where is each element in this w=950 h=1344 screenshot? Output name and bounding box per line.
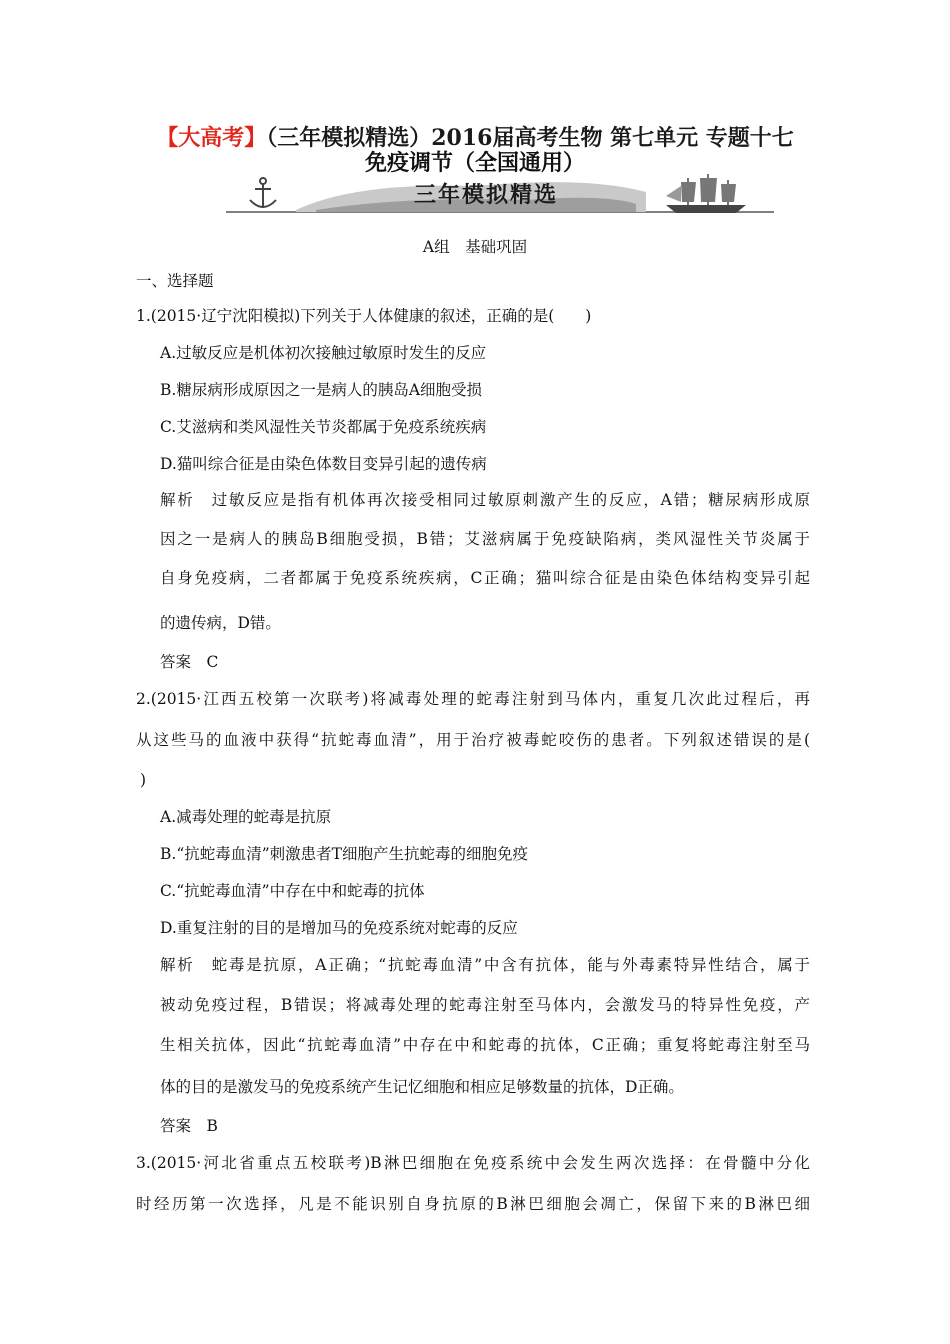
sailing-ship-icon (666, 174, 746, 213)
question-1-answer: 答案 C (160, 653, 219, 671)
question-2-analysis-line: 解析 蛇毒是抗原，A正确；“抗蛇毒血清”中含有抗体，能与外毒素特异性结合，属于 (160, 956, 810, 974)
question-2-answer: 答案 B (160, 1117, 218, 1135)
question-1-analysis-line: 解析 过敏反应是指有机体再次接受相同过敏原刺激产生的反应，A错；糖尿病形成原 (160, 491, 810, 509)
question-2-option-c: C.“抗蛇毒血清”中存在中和蛇毒的抗体 (160, 882, 425, 900)
anchor-icon (250, 178, 276, 208)
question-2-analysis-line: 体的目的是激发马的免疫系统产生记忆细胞和相应足够数量的抗体，D正确。 (160, 1078, 684, 1096)
banner-title: 三年模拟精选 (414, 183, 559, 208)
question-2-analysis-line: 生相关抗体，因此“抗蛇毒血清”中存在中和蛇毒的抗体，C正确；重复将蛇毒注射至马 (160, 1036, 810, 1054)
title-main: （三年模拟精选）2016届高考生物 第七单元 专题十七 (266, 125, 794, 151)
section-type-heading: 一、选择题 (136, 272, 214, 290)
title-source-tag: 【大高考】 (156, 125, 267, 151)
question-1-analysis-line: 因之一是病人的胰岛B细胞受损，B错；艾滋病属于免疫缺陷病，类风湿性关节炎属于 (160, 530, 810, 548)
question-2-stem-line: 从这些马的血液中获得“抗蛇毒血清”，用于治疗被毒蛇咬伤的患者。下列叙述错误的是( (136, 731, 810, 749)
question-2-option-b: B.“抗蛇毒血清”刺激患者T细胞产生抗蛇毒的细胞免疫 (160, 845, 529, 863)
question-3-stem-line: 3.(2015·河北省重点五校联考)B淋巴细胞在免疫系统中会发生两次选择：在骨髓中分化 (136, 1154, 810, 1172)
question-1-stem: 1.(2015·辽宁沈阳模拟)下列关于人体健康的叙述，正确的是( ) (136, 307, 592, 325)
question-1-analysis-line: 自身免疫病，二者都属于免疫系统疾病，C正确；猫叫综合征是由染色体结构变异引起 (160, 569, 810, 587)
question-2-option-d: D.重复注射的目的是增加马的免疫系统对蛇毒的反应 (160, 919, 518, 937)
question-2-stem-line: 2.(2015·江西五校第一次联考)将减毒处理的蛇毒注射到马体内，重复几次此过程后，再 (136, 690, 810, 708)
question-2-analysis-line: 被动免疫过程，B错误；将减毒处理的蛇毒注射至马体内，会激发马的特异性免疫，产 (160, 996, 810, 1014)
question-1-option-b: B.糖尿病形成原因之一是病人的胰岛A细胞受损 (160, 381, 483, 399)
question-2-option-a: A.减毒处理的蛇毒是抗原 (160, 808, 332, 826)
question-3-stem-line: 时经历第一次选择，凡是不能识别自身抗原的B淋巴细胞会凋亡，保留下来的B淋巴细 (136, 1195, 810, 1213)
question-1-option-c: C.艾滋病和类风湿性关节炎都属于免疫系统疾病 (160, 418, 487, 436)
document-title-line-2: 免疫调节（全国通用） (364, 150, 585, 176)
question-1-analysis-line: 的遗传病，D错。 (160, 614, 281, 632)
section-banner (226, 172, 774, 218)
question-1-option-d: D.猫叫综合征是由染色体数目变异引起的遗传病 (160, 455, 487, 473)
document-title-line-1 (0, 125, 950, 151)
question-2-stem-line: ) (140, 771, 147, 789)
question-1-option-a: A.过敏反应是机体初次接触过敏原时发生的反应 (160, 344, 487, 362)
group-heading: A组 基础巩固 (422, 238, 528, 256)
